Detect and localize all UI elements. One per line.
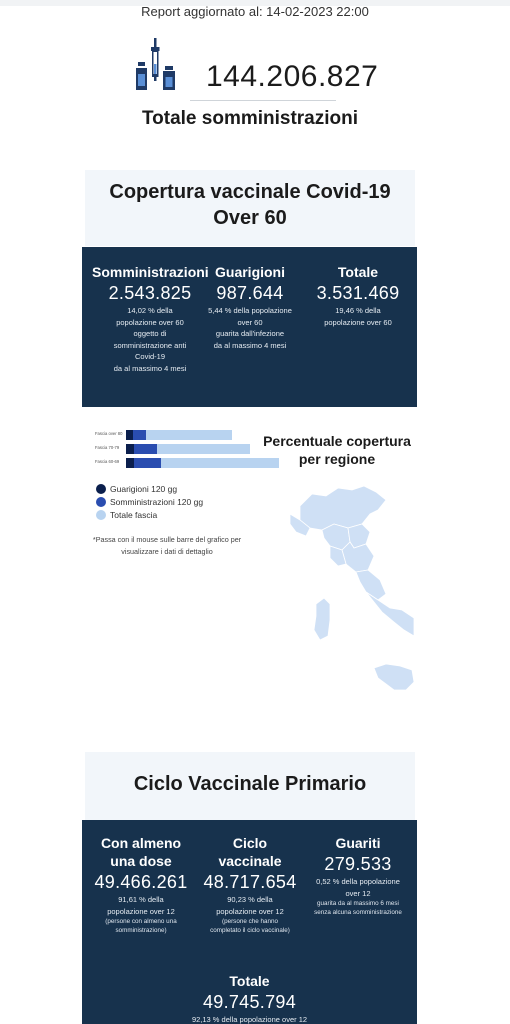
- stat-label: Totale: [229, 973, 270, 989]
- bar-category-label: Fascia 60-69: [95, 459, 120, 464]
- stat-totale-primario: [142, 972, 357, 1024]
- bar-row[interactable]: [95, 444, 255, 454]
- bar-segment[interactable]: [126, 444, 134, 454]
- bar-segment[interactable]: [146, 430, 232, 440]
- stat-note: 5,44 % della popolazione over 60 guarita dall'infezione da al massimo 4 mesi: [208, 306, 292, 350]
- stat-note: 0,52 % della popolazione over 12: [316, 877, 400, 898]
- stat-almeno-una-dose: [86, 834, 196, 935]
- stat-note: 90,23 % della popolazione over 12: [216, 895, 284, 916]
- bar-segment[interactable]: [134, 444, 157, 454]
- age-band-bar-chart[interactable]: [95, 430, 255, 472]
- stat-label: Guarigioni: [215, 264, 285, 280]
- stat-value: 2.543.825: [108, 283, 192, 303]
- map-region: [374, 664, 414, 690]
- chart-legend: [96, 482, 203, 521]
- bar-row[interactable]: [95, 458, 255, 468]
- stat-value: 3.531.469: [316, 283, 400, 303]
- bar-segment[interactable]: [133, 430, 146, 440]
- legend-label: Somministrazioni 120 gg: [110, 496, 204, 507]
- over60-title-box: [85, 170, 415, 246]
- stat-value: 987.644: [216, 283, 284, 303]
- stat-value: 49.745.794: [202, 992, 297, 1012]
- hero-total: [0, 36, 510, 136]
- bar-category-label: Fascia over 80: [95, 431, 123, 436]
- legend-label: Totale fascia: [110, 509, 158, 520]
- stat-note: 14,02 % della popolazione over 60 oggetto di somministrazione anti Covid-19 da al massimo 4 mesi: [113, 306, 187, 373]
- stat-note-small: guarita da al massimo 6 mesi senza alcuna somministrazione: [314, 900, 402, 916]
- legend-swatch: [96, 510, 106, 520]
- stat-label: Con almeno una dose: [100, 835, 182, 869]
- map-region: [300, 486, 386, 530]
- legend-swatch: [96, 497, 106, 507]
- stat-label: Totale: [337, 264, 379, 280]
- stat-value: 48.717.654: [203, 872, 297, 892]
- map-region: [366, 592, 414, 636]
- stat-value: 279.533: [324, 854, 392, 874]
- report-updated: Report aggiornato al: 14-02-2023 22:00: [141, 4, 369, 19]
- bar-segment[interactable]: [126, 458, 134, 468]
- primario-title: Ciclo Vaccinale Primario: [133, 773, 367, 795]
- stat-note: 19,46 % della popolazione over 60: [324, 306, 392, 327]
- legend-item[interactable]: [96, 482, 203, 495]
- primario-stats-panel: [82, 820, 417, 1024]
- legend-item[interactable]: [96, 495, 203, 508]
- total-administrations-value: 144.206.827: [206, 60, 379, 93]
- stat-label: Somministrazioni: [92, 264, 209, 280]
- vaccine-vials-icon: [134, 38, 180, 92]
- legend-label: Guarigioni 120 gg: [110, 483, 178, 494]
- stat-somministrazioni: [92, 263, 208, 374]
- bar-category-label: Fascia 70-79: [95, 445, 120, 450]
- primario-title-box: [85, 752, 415, 820]
- legend-swatch: [96, 484, 106, 494]
- map-region: [342, 542, 374, 572]
- divider: [190, 100, 336, 101]
- over60-stats-panel: [82, 247, 417, 407]
- stat-note: 91,61 % della popolazione over 12: [107, 895, 175, 916]
- stat-guarigioni: [206, 263, 294, 351]
- stat-note-small: (persone che hanno completato il ciclo vaccinale): [210, 918, 290, 934]
- stat-ciclo-vaccinale: [196, 834, 304, 935]
- stat-guariti: [308, 834, 408, 917]
- stat-label: Ciclo vaccinale: [218, 835, 282, 869]
- italy-region-map[interactable]: [290, 484, 414, 698]
- total-administrations-label: Totale somministrazioni: [141, 108, 359, 129]
- stat-totale: [304, 263, 412, 328]
- bar-row[interactable]: [95, 430, 255, 440]
- stat-value: 49.466.261: [94, 872, 188, 892]
- bar-segment[interactable]: [134, 458, 160, 468]
- map-region: [314, 598, 330, 640]
- chart-hint: *Passa con il mouse sulle barre del grafico per visualizzare i dati di dettaglio: [92, 535, 242, 556]
- map-title: Percentuale copertura per regione: [263, 433, 411, 467]
- over60-title-line2: Over 60: [213, 207, 287, 229]
- over60-title-line1: Copertura vaccinale Covid-19: [109, 181, 391, 203]
- stat-note: 92,13 % della popolazione over 12: [191, 1015, 308, 1024]
- bar-segment[interactable]: [126, 430, 133, 440]
- legend-item[interactable]: [96, 508, 203, 521]
- stat-label: Guariti: [335, 835, 381, 851]
- stat-note-small: (persone con almeno una somministrazione): [105, 918, 177, 934]
- bar-segment[interactable]: [157, 444, 249, 454]
